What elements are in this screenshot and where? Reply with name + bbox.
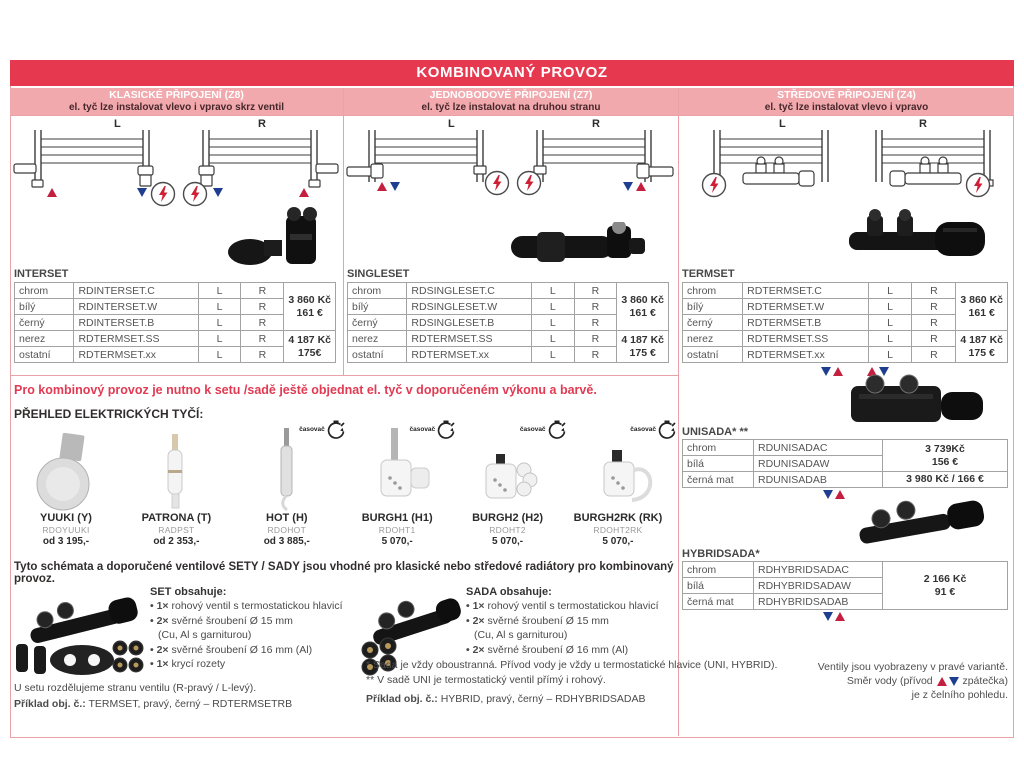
- price-cell: [956, 331, 1008, 363]
- return-arrow-icon: [137, 188, 147, 197]
- electric-rod-icon: [965, 172, 991, 198]
- table-row: [683, 331, 1008, 347]
- list-item: [150, 628, 362, 643]
- item-qty: 2×: [472, 643, 485, 656]
- rod-price: od 3 885,-: [263, 536, 310, 547]
- column-subtitle: el. tyč lze instalovat vlevo i vpravo skrz ventil: [68, 102, 285, 113]
- example-label: Příklad obj. č.:: [366, 693, 438, 705]
- radiator-diagram-right: [520, 130, 674, 192]
- left-cell: L: [531, 299, 574, 315]
- singleset-product-photo: [509, 222, 647, 268]
- right-cell: R: [241, 299, 284, 315]
- price-cell: [617, 331, 669, 363]
- left-cell: L: [868, 299, 912, 315]
- rod-photo: [124, 420, 228, 512]
- singleset-block: [347, 268, 669, 363]
- left-cell: L: [531, 315, 574, 331]
- left-cell: L: [198, 331, 241, 347]
- left-cell: L: [868, 331, 912, 347]
- unisada-flow-arrows: [822, 486, 846, 504]
- code-cell: RDUNISADAC: [754, 440, 883, 456]
- item-text: rohový ventil s termostatickou hlavicí: [487, 600, 659, 612]
- color-cell: bílý: [15, 299, 74, 315]
- rod-card-burgh1: [345, 420, 449, 548]
- note-line-1: Ventily jsou vyobrazeny v pravé variantě.: [817, 661, 1008, 673]
- color-cell: ostatní: [15, 347, 74, 363]
- price-cell: [617, 283, 669, 331]
- rod-code: RADPST: [158, 525, 195, 535]
- right-cell: R: [241, 347, 284, 363]
- left-cell: L: [868, 283, 912, 299]
- rod-code: RDOHT2: [489, 525, 526, 535]
- code-cell: RDHYBRIDSADAC: [754, 562, 883, 578]
- column-header-stredove: [679, 88, 1014, 116]
- column-subtitle: el. tyč lze instalovat na druhou stranu: [421, 102, 601, 113]
- price-czk: 3 739Kč: [925, 442, 965, 455]
- singleset-label: SINGLESET: [347, 268, 410, 280]
- left-cell: L: [531, 331, 574, 347]
- electric-rod-icon: [150, 181, 176, 207]
- table-row: [683, 283, 1008, 299]
- item-qty: 1×: [472, 600, 485, 612]
- termset-label: TERMSET: [682, 268, 735, 280]
- code-cell: RDTERMSET.SS: [407, 331, 532, 347]
- code-cell: RDHYBRIDSADAW: [754, 578, 883, 594]
- rod-code: RDOYUUKI: [42, 525, 90, 535]
- schemata-note: Tyto schémata a doporučené ventilové SETY / SADY jsou vhodné pro klasické nebo středové radiátory pro kombinovaný provoz.: [14, 561, 674, 585]
- column-subtitle: el. tyč lze instalovat vlevo i vpravo: [764, 102, 929, 113]
- rod-name: PATRONA (T): [141, 512, 212, 524]
- hybridsada-product-photo: [850, 494, 990, 548]
- code-cell: RDINTERSET.C: [74, 283, 198, 299]
- return-arrow-icon: [390, 182, 400, 191]
- price-czk: 2 166 Kč: [923, 572, 967, 585]
- rod-price: od 2 353,-: [153, 536, 200, 547]
- timer-label: časovač: [299, 426, 325, 433]
- set-items-list: [150, 599, 362, 672]
- code-cell: RDTERMSET.xx: [407, 347, 532, 363]
- list-item: [150, 657, 362, 672]
- right-cell: R: [241, 315, 284, 331]
- supply-arrow-icon: [937, 677, 947, 686]
- table-row: [348, 331, 669, 347]
- color-cell: bílá: [683, 456, 754, 472]
- note-line-2b: zpátečka): [962, 675, 1008, 687]
- left-variant-label: L: [779, 118, 786, 130]
- color-cell: bílý: [683, 299, 743, 315]
- color-cell: chrom: [15, 283, 74, 299]
- timer-badge: [630, 420, 676, 440]
- timer-label: časovač: [630, 426, 656, 433]
- rod-name: HOT (H): [266, 512, 308, 524]
- code-cell: RDINTERSET.B: [74, 315, 198, 331]
- left-cell: L: [198, 299, 241, 315]
- rod-card-burgh2rk: [566, 420, 670, 548]
- left-variant-label: L: [114, 118, 121, 130]
- termset-table: [682, 282, 1008, 363]
- price-cell: [883, 440, 1008, 472]
- list-item: [150, 643, 362, 658]
- timer-icon: [656, 420, 676, 440]
- list-item: [466, 614, 681, 629]
- hybridsada-table: [682, 561, 1008, 610]
- code-cell: RDTERMSET.SS: [743, 331, 869, 347]
- left-variant-label: L: [448, 118, 455, 130]
- table-row: [683, 562, 1008, 578]
- code-cell: RDTERMSET.W: [743, 299, 869, 315]
- right-cell: R: [241, 331, 284, 347]
- rod-code: RDOHT2RK: [593, 525, 643, 535]
- color-cell: bílá: [683, 578, 754, 594]
- radiator-diagram-left: [12, 130, 166, 192]
- item-text: svěrné šroubení Ø 15 mm: [171, 614, 293, 627]
- interset-label: INTERSET: [14, 268, 69, 280]
- left-cell: L: [198, 315, 241, 331]
- item-qty: 1×: [156, 658, 169, 670]
- color-cell: ostatní: [683, 347, 743, 363]
- color-cell: chrom: [683, 562, 754, 578]
- code-cell: RDHYBRIDSADAB: [754, 594, 883, 610]
- item-text: svěrné šroubení Ø 16 mm (Al): [487, 643, 629, 656]
- timer-icon: [546, 420, 566, 440]
- right-cell: R: [574, 283, 617, 299]
- return-arrow-icon: [213, 188, 223, 197]
- price-czk: 4 187 Kč: [960, 333, 1003, 346]
- sada-note-1: * Sada je vždy oboustranná. Přívod vody je vždy u termostatické hlavice (UNI, HYBRID).: [366, 659, 778, 671]
- price-czk: 4 187 Kč: [621, 333, 664, 346]
- item-qty: 2×: [156, 614, 169, 627]
- timer-badge: [520, 420, 566, 440]
- supply-arrow-icon: [835, 612, 845, 621]
- price-cell: 3 980 Kč / 166 €: [883, 472, 1008, 488]
- unisada-product-photo: [845, 370, 990, 428]
- code-cell: RDSINGLESET.B: [407, 315, 532, 331]
- timer-badge: [410, 420, 456, 440]
- color-cell: ostatní: [348, 347, 407, 363]
- left-cell: L: [868, 315, 912, 331]
- color-cell: černá mat: [683, 594, 754, 610]
- return-arrow-icon: [823, 612, 833, 621]
- color-cell: nerez: [683, 331, 743, 347]
- rod-card-hot: [235, 420, 339, 548]
- set-contents-photo: [12, 588, 144, 680]
- price-eur: 175 €: [968, 346, 995, 359]
- timer-badge: [299, 420, 345, 440]
- item-text: (Cu, Al s garniturou): [474, 629, 568, 641]
- price-eur: 161 €: [296, 306, 323, 319]
- page-title: KOMBINOVANÝ PROVOZ: [10, 60, 1014, 86]
- rod-price: 5 070,-: [381, 536, 413, 547]
- set-example: [14, 697, 292, 711]
- column-header-klasicke: [10, 88, 343, 116]
- table-row: [15, 331, 336, 347]
- rod-name: BURGH1 (H1): [361, 512, 433, 524]
- price-eur: 161 €: [968, 306, 995, 319]
- stredove-diagram-area: [679, 116, 1014, 268]
- singleset-table: [347, 282, 669, 363]
- sada-items-list: [466, 599, 681, 657]
- color-cell: nerez: [15, 331, 74, 347]
- item-text: krycí rozety: [171, 658, 226, 670]
- rods-heading: PŘEHLED ELEKTRICKÝCH TYČÍ:: [14, 407, 204, 421]
- item-text: rohový ventil s termostatickou hlavicí: [171, 600, 343, 612]
- color-cell: chrom: [683, 283, 743, 299]
- rod-card-yuuki: [14, 420, 118, 548]
- rod-photo: [14, 420, 118, 512]
- price-czk: 3 860 Kč: [960, 293, 1003, 306]
- unisada-label: UNISADA* **: [682, 426, 749, 438]
- interset-table: [14, 282, 336, 363]
- return-arrow-icon: [623, 182, 633, 191]
- price-eur: 161 €: [629, 306, 656, 319]
- right-cell: R: [912, 331, 956, 347]
- right-cell: R: [574, 299, 617, 315]
- rod-name: YUUKI (Y): [40, 512, 92, 524]
- right-cell: R: [912, 315, 956, 331]
- note-line-3: je z čelního pohledu.: [911, 689, 1008, 701]
- color-cell: černý: [15, 315, 74, 331]
- color-cell: nerez: [348, 331, 407, 347]
- table-row: [15, 283, 336, 299]
- rod-code: RDOHT1: [378, 525, 416, 535]
- supply-arrow-icon: [835, 490, 845, 499]
- electric-rod-icon: [701, 172, 727, 198]
- right-cell: R: [574, 347, 617, 363]
- color-cell: černý: [348, 315, 407, 331]
- rod-price: od 3 195,-: [42, 536, 90, 547]
- code-cell: RDINTERSET.W: [74, 299, 198, 315]
- hybridsada-label: HYBRIDSADA*: [682, 548, 760, 560]
- color-cell: bílý: [348, 299, 407, 315]
- return-arrow-icon: [821, 367, 831, 376]
- sada-example: [366, 692, 646, 706]
- code-cell: RDTERMSET.xx: [74, 347, 198, 363]
- rod-price: 5 070,-: [602, 536, 634, 547]
- price-cell: [284, 283, 336, 331]
- list-item: [466, 599, 681, 614]
- timer-icon: [325, 420, 345, 440]
- price-eur: 156 €: [931, 455, 959, 468]
- return-arrow-icon: [949, 677, 959, 686]
- note-line-2a: Směr vody (přívod: [846, 675, 933, 687]
- electric-rod-icon: [182, 181, 208, 207]
- klasicke-diagram-area: [10, 116, 343, 268]
- set-side-note: U setu rozdělujeme stranu ventilu (R-pravý / L-levý).: [14, 682, 257, 694]
- supply-arrow-icon: [636, 182, 646, 191]
- code-cell: RDTERMSET.B: [743, 315, 869, 331]
- example-label: Příklad obj. č.:: [14, 698, 86, 710]
- sada-note-2: ** V sadě UNI je termostatický ventil přímý i rohový.: [366, 674, 606, 686]
- supply-arrow-icon: [47, 188, 57, 197]
- rod-name: BURGH2 (H2): [472, 512, 544, 524]
- item-text: svěrné šroubení Ø 15 mm: [487, 614, 609, 627]
- list-item: [466, 643, 681, 658]
- code-cell: RDTERMSET.C: [743, 283, 869, 299]
- column-title: STŘEDOVÉ PŘIPOJENÍ (Z4): [777, 89, 916, 101]
- supply-arrow-icon: [833, 367, 843, 376]
- right-cell: R: [912, 283, 956, 299]
- timer-icon: [435, 420, 455, 440]
- sada-contents: [466, 585, 681, 657]
- interset-block: [14, 268, 336, 363]
- set-heading: SET obsahuje:: [150, 586, 227, 598]
- radiator-diagram-left: [346, 130, 500, 192]
- supply-arrow-icon: [299, 188, 309, 197]
- price-czk: 4 187 Kč: [288, 333, 331, 346]
- left-cell: L: [531, 347, 574, 363]
- code-cell: RDTERMSET.SS: [74, 331, 198, 347]
- right-cell: R: [574, 331, 617, 347]
- price-eur: 91 €: [934, 585, 956, 598]
- price-czk: 3 860 Kč: [621, 293, 664, 306]
- termset-flow-arrows-left: [820, 363, 844, 381]
- left-cell: L: [531, 283, 574, 299]
- left-cell: L: [198, 347, 241, 363]
- return-arrow-icon: [823, 490, 833, 499]
- combined-operation-note: Pro kombinový provoz je nutno k setu /sadě ještě objednat el. tyč v doporučeném výkonu a barvě.: [14, 383, 597, 397]
- price-cell: [956, 283, 1008, 331]
- price-cell: [284, 331, 336, 363]
- list-item: [150, 614, 362, 629]
- termset-block: [682, 268, 1008, 363]
- left-cell: L: [868, 347, 912, 363]
- rod-card-patrona: [124, 420, 228, 548]
- electric-rod-icon: [516, 170, 542, 196]
- note-line-2: [778, 674, 1008, 688]
- price-eur: 175€: [298, 346, 322, 359]
- supply-arrow-icon: [377, 182, 387, 191]
- item-text: svěrné šroubení Ø 16 mm (Al): [171, 643, 313, 656]
- example-value: TERMSET, pravý, černý – RDTERMSETRB: [88, 698, 293, 710]
- color-cell: černý: [683, 315, 743, 331]
- code-cell: RDSINGLESET.W: [407, 299, 532, 315]
- list-item: [466, 628, 681, 643]
- code-cell: RDUNISADAW: [754, 456, 883, 472]
- column-header-jednobodove: [344, 88, 678, 116]
- right-cell: R: [912, 347, 956, 363]
- jednobodove-diagram-area: [344, 116, 678, 268]
- code-cell: RDUNISADAB: [754, 472, 883, 488]
- set-contents: [150, 585, 362, 672]
- right-cell: R: [241, 283, 284, 299]
- rod-price: 5 070,-: [491, 536, 524, 547]
- rod-card-burgh2: [456, 420, 560, 548]
- table-row: [348, 283, 669, 299]
- column-title: JEDNOBODOVÉ PŘIPOJENÍ (Z7): [429, 89, 593, 101]
- list-item: [150, 599, 362, 614]
- termset-product-photo: [847, 208, 989, 266]
- patrona-photo: [141, 426, 211, 512]
- timer-label: časovač: [519, 426, 546, 433]
- right-variant-label: R: [258, 118, 266, 130]
- code-cell: RDTERMSET.xx: [743, 347, 869, 363]
- timer-label: časovač: [409, 426, 436, 433]
- item-qty: 2×: [156, 643, 169, 656]
- price-eur: 175 €: [629, 346, 656, 359]
- table-row: [683, 440, 1008, 456]
- yuuki-photo: [31, 426, 101, 512]
- price-cell: [883, 562, 1008, 610]
- section-divider: [10, 375, 678, 376]
- valve-orientation-notes: [778, 660, 1008, 702]
- electric-rod-icon: [484, 170, 510, 196]
- color-cell: černá mat: [683, 472, 754, 488]
- code-cell: RDSINGLESET.C: [407, 283, 532, 299]
- right-variant-label: R: [919, 118, 927, 130]
- rod-code: RDOHOT: [267, 525, 307, 535]
- color-cell: chrom: [348, 283, 407, 299]
- sada-heading: SADA obsahuje:: [466, 586, 552, 598]
- color-cell: chrom: [683, 440, 754, 456]
- column-title: KLASICKÉ PŘIPOJENÍ (Z8): [109, 89, 244, 101]
- rod-name: BURGH2RK (RK): [573, 512, 663, 524]
- item-qty: 2×: [472, 614, 485, 627]
- example-value: HYBRID, pravý, černý – RDHYBRIDSADAB: [440, 693, 646, 705]
- electric-rods-row: [14, 420, 670, 548]
- hybridsada-flow-arrows: [822, 608, 846, 626]
- item-text: (Cu, Al s garniturou): [158, 629, 252, 641]
- right-variant-label: R: [592, 118, 600, 130]
- unisada-table: [682, 439, 1008, 488]
- interset-product-photo: [222, 204, 332, 268]
- item-qty: 1×: [156, 600, 169, 612]
- price-czk: 3 860 Kč: [288, 293, 331, 306]
- left-cell: L: [198, 283, 241, 299]
- right-cell: R: [912, 299, 956, 315]
- radiator-diagram-right: [186, 130, 340, 192]
- right-cell: R: [574, 315, 617, 331]
